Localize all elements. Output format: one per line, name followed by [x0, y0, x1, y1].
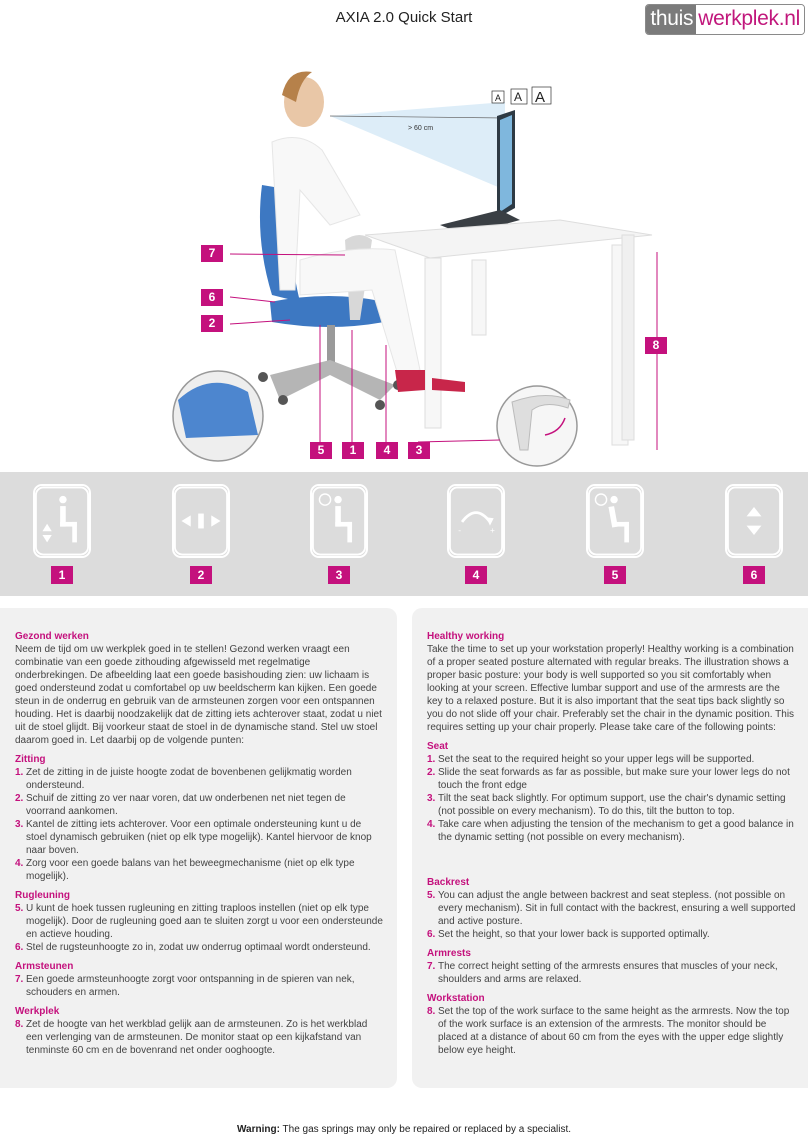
page-title: AXIA 2.0 Quick Start: [335, 9, 473, 26]
list-item: 1. Zet de zitting in de juiste hoogte zodat de bovenbenen gelijkmatig worden ondersteund.: [15, 767, 352, 791]
en-back-list: [427, 889, 796, 941]
list-item: 3. Kantel de zitting iets achterover. Voor een optimale ondersteuning kunt u de stoel dynamisch gebruiken (niet op elk type mogelijk). Kantel hiervoor de knop naar boven.: [15, 819, 372, 856]
list-item: 7. The correct height setting of the armrests ensures that muscles of your neck, shoulders and arms are relaxed.: [427, 961, 778, 985]
en-desk-list: [427, 1005, 796, 1057]
nl-desk-list: [15, 1018, 385, 1057]
callout-4: 4: [376, 442, 398, 459]
step-1-number: 1: [51, 566, 73, 584]
step-3: [310, 484, 368, 582]
list-item: 6. Stel de rugsteunhoogte zo in, zodat uw onderrug optimaal wordt ondersteund.: [15, 942, 371, 953]
list-item: 6. Set the height, so that your lower back is supported optimally.: [427, 929, 710, 940]
warning-label: Warning:: [236, 1124, 280, 1135]
en-arm-title: Armrests: [427, 948, 471, 959]
nl-arm-title: Armsteunen: [15, 961, 74, 972]
svg-text:A: A: [495, 93, 502, 103]
sight-line-cone: [330, 102, 505, 190]
brand-logo: [645, 4, 805, 35]
svg-text:+: +: [489, 525, 495, 536]
list-item: 5. U kunt de hoek tussen rugleuning en zitting traploos instellen (niet op elk type mogelijk). Door de rugleuning goed aan te sluiten zorgt u voor een ondersteunde en actieve houding.: [15, 903, 383, 940]
svg-text:A: A: [535, 89, 546, 106]
en-seat-title: Seat: [427, 741, 449, 752]
list-item: 8. Zet de hoogte van het werkblad gelijk aan de armsteunen. Zo is het werkblad een verlenging van de armsteunen. De monitor staat op een kijkafstand van tenminste 60 cm en de bovenrand net onder ooghoogte.: [15, 1019, 368, 1056]
step-4: [447, 484, 505, 582]
svg-text:-: -: [458, 525, 462, 536]
warning-text: The gas springs may only be repaired or replaced by a specialist.: [279, 1124, 572, 1135]
list-item: 8. Set the top of the work surface to the same height as the armrests. Now the top of the work surface is an extension of the armrests. The monitor should be placed at a distance of about 60 cm from the eyes with the upper edge slightly below eye height.: [427, 1006, 790, 1056]
warning-note: [0, 1124, 808, 1135]
callout-2: 2: [201, 315, 223, 332]
list-item: 2. Schuif de zitting zo ver naar voren, dat uw onderbenen net niet tegen de voorrand aankomen.: [15, 793, 346, 817]
backrest-height-icon: [725, 484, 783, 558]
nl-arm-list: [15, 973, 385, 999]
step-6: [725, 484, 783, 582]
step-3-number: 3: [328, 566, 350, 584]
step-6-number: 6: [743, 566, 765, 584]
seat-depth-icon: [172, 484, 230, 558]
callout-6: 6: [201, 289, 223, 306]
backrest-angle-icon: [586, 484, 644, 558]
list-item: 1. Set the seat to the required height so your upper legs will be supported.: [427, 754, 755, 765]
nl-seat-list: [15, 766, 385, 883]
tension-icon: [447, 484, 505, 558]
step-4-number: 4: [465, 566, 487, 584]
list-item: 7. Een goede armsteunhoogte zorgt voor ontspanning in de spieren van nek, schouders en armen.: [15, 974, 355, 998]
step-2-number: 2: [190, 566, 212, 584]
list-item: 4. Zorg voor een goede balans van het beweegmechanisme (niet op elk type mogelijk).: [15, 858, 355, 882]
step-2: [172, 484, 230, 582]
callout-3: 3: [408, 442, 430, 459]
callout-8: 8: [645, 337, 667, 354]
nl-intro: Neem de tijd om uw werkplek goed in te stellen! Gezond werken vraagt een combinatie van een goede zithouding afgewisseld met regelmatige onderbrekingen. De afbeelding laat een goede basishouding zien: uw lichaam is goed ondersteund zodat u comfortabel op uw beeldscherm kan kijken. Een goede steun in de onderrug en gebruik van de armsteunen zorgen voor een ontspannen houding. Het is daarbij noodzakelijk dat de zitting iets achterover staat, zodat u niet uit de stoel glijdt. Bij voorkeur staat de stoel in de dynamische stand. Stel uw stoel daarom goed in. Let daarbij op de volgende punten:: [15, 644, 382, 746]
list-item: 5. You can adjust the angle between backrest and seat stepless. (not possible on every mechanism). Sit in full contact with the backrest, ensuring a well supported and active posture.: [427, 890, 796, 927]
seat-tilt-icon: [310, 484, 368, 558]
en-intro: Take the time to set up your workstation properly! Healthy working is a combination of a proper seated posture alternated with regular breaks. The illustration shows a proper basic posture: your body is well supported so you sit comfortably when looking at your screen. Effective lumbar support and use of the armrests are the key to a relaxed posture. But it is also important that the seat tips back slightly so you do not slide off your chair. Preferably set the chair in the dynamic position. This requires setting up your chair properly. Please take care of the following points:: [427, 644, 795, 733]
nl-back-list: [15, 902, 385, 954]
list-item: 2. Slide the seat forwards as far as possible, but make sure your lower legs do not touch the front edge: [427, 767, 790, 791]
svg-text:A: A: [514, 90, 523, 104]
nl-heading: Gezond werken: [15, 631, 89, 642]
english-instructions-panel: [412, 608, 808, 1088]
armrest-detail-inset: [497, 386, 577, 466]
step-5-number: 5: [604, 566, 626, 584]
distance-label: > 60 cm: [408, 125, 434, 132]
en-heading: Healthy working: [427, 631, 505, 642]
en-seat-list: [427, 753, 796, 844]
workstation-illustration: [0, 40, 808, 470]
en-desk-title: Workstation: [427, 993, 485, 1004]
list-item: 4. Take care when adjusting the tension of the mechanism to get a good balance in the dynamic setting (not possible on every mechanism).: [427, 819, 794, 843]
callout-1: 1: [342, 442, 364, 459]
nl-desk-title: Werkplek: [15, 1006, 60, 1017]
callout-7: 7: [201, 245, 223, 262]
list-item: 3. Tilt the seat back slightly. For optimum support, use the chair's dynamic setting (not possible on every mechanism). To do this, tilt the button to top.: [427, 793, 786, 817]
step-1: [33, 484, 91, 582]
callout-5: 5: [310, 442, 332, 459]
en-arm-list: [427, 960, 796, 986]
logo-part-werkplek: werkplek.nl: [696, 5, 804, 34]
dutch-instructions-panel: [0, 608, 397, 1088]
seat-detail-inset: [173, 371, 263, 461]
adjustment-steps-band: [0, 472, 808, 596]
seat-height-icon: [33, 484, 91, 558]
logo-part-thuis: thuis: [646, 5, 696, 34]
font-size-boxes: [492, 87, 551, 106]
step-5: [586, 484, 644, 582]
en-back-title: Backrest: [427, 877, 470, 888]
nl-back-title: Rugleuning: [15, 890, 70, 901]
nl-seat-title: Zitting: [15, 754, 46, 765]
